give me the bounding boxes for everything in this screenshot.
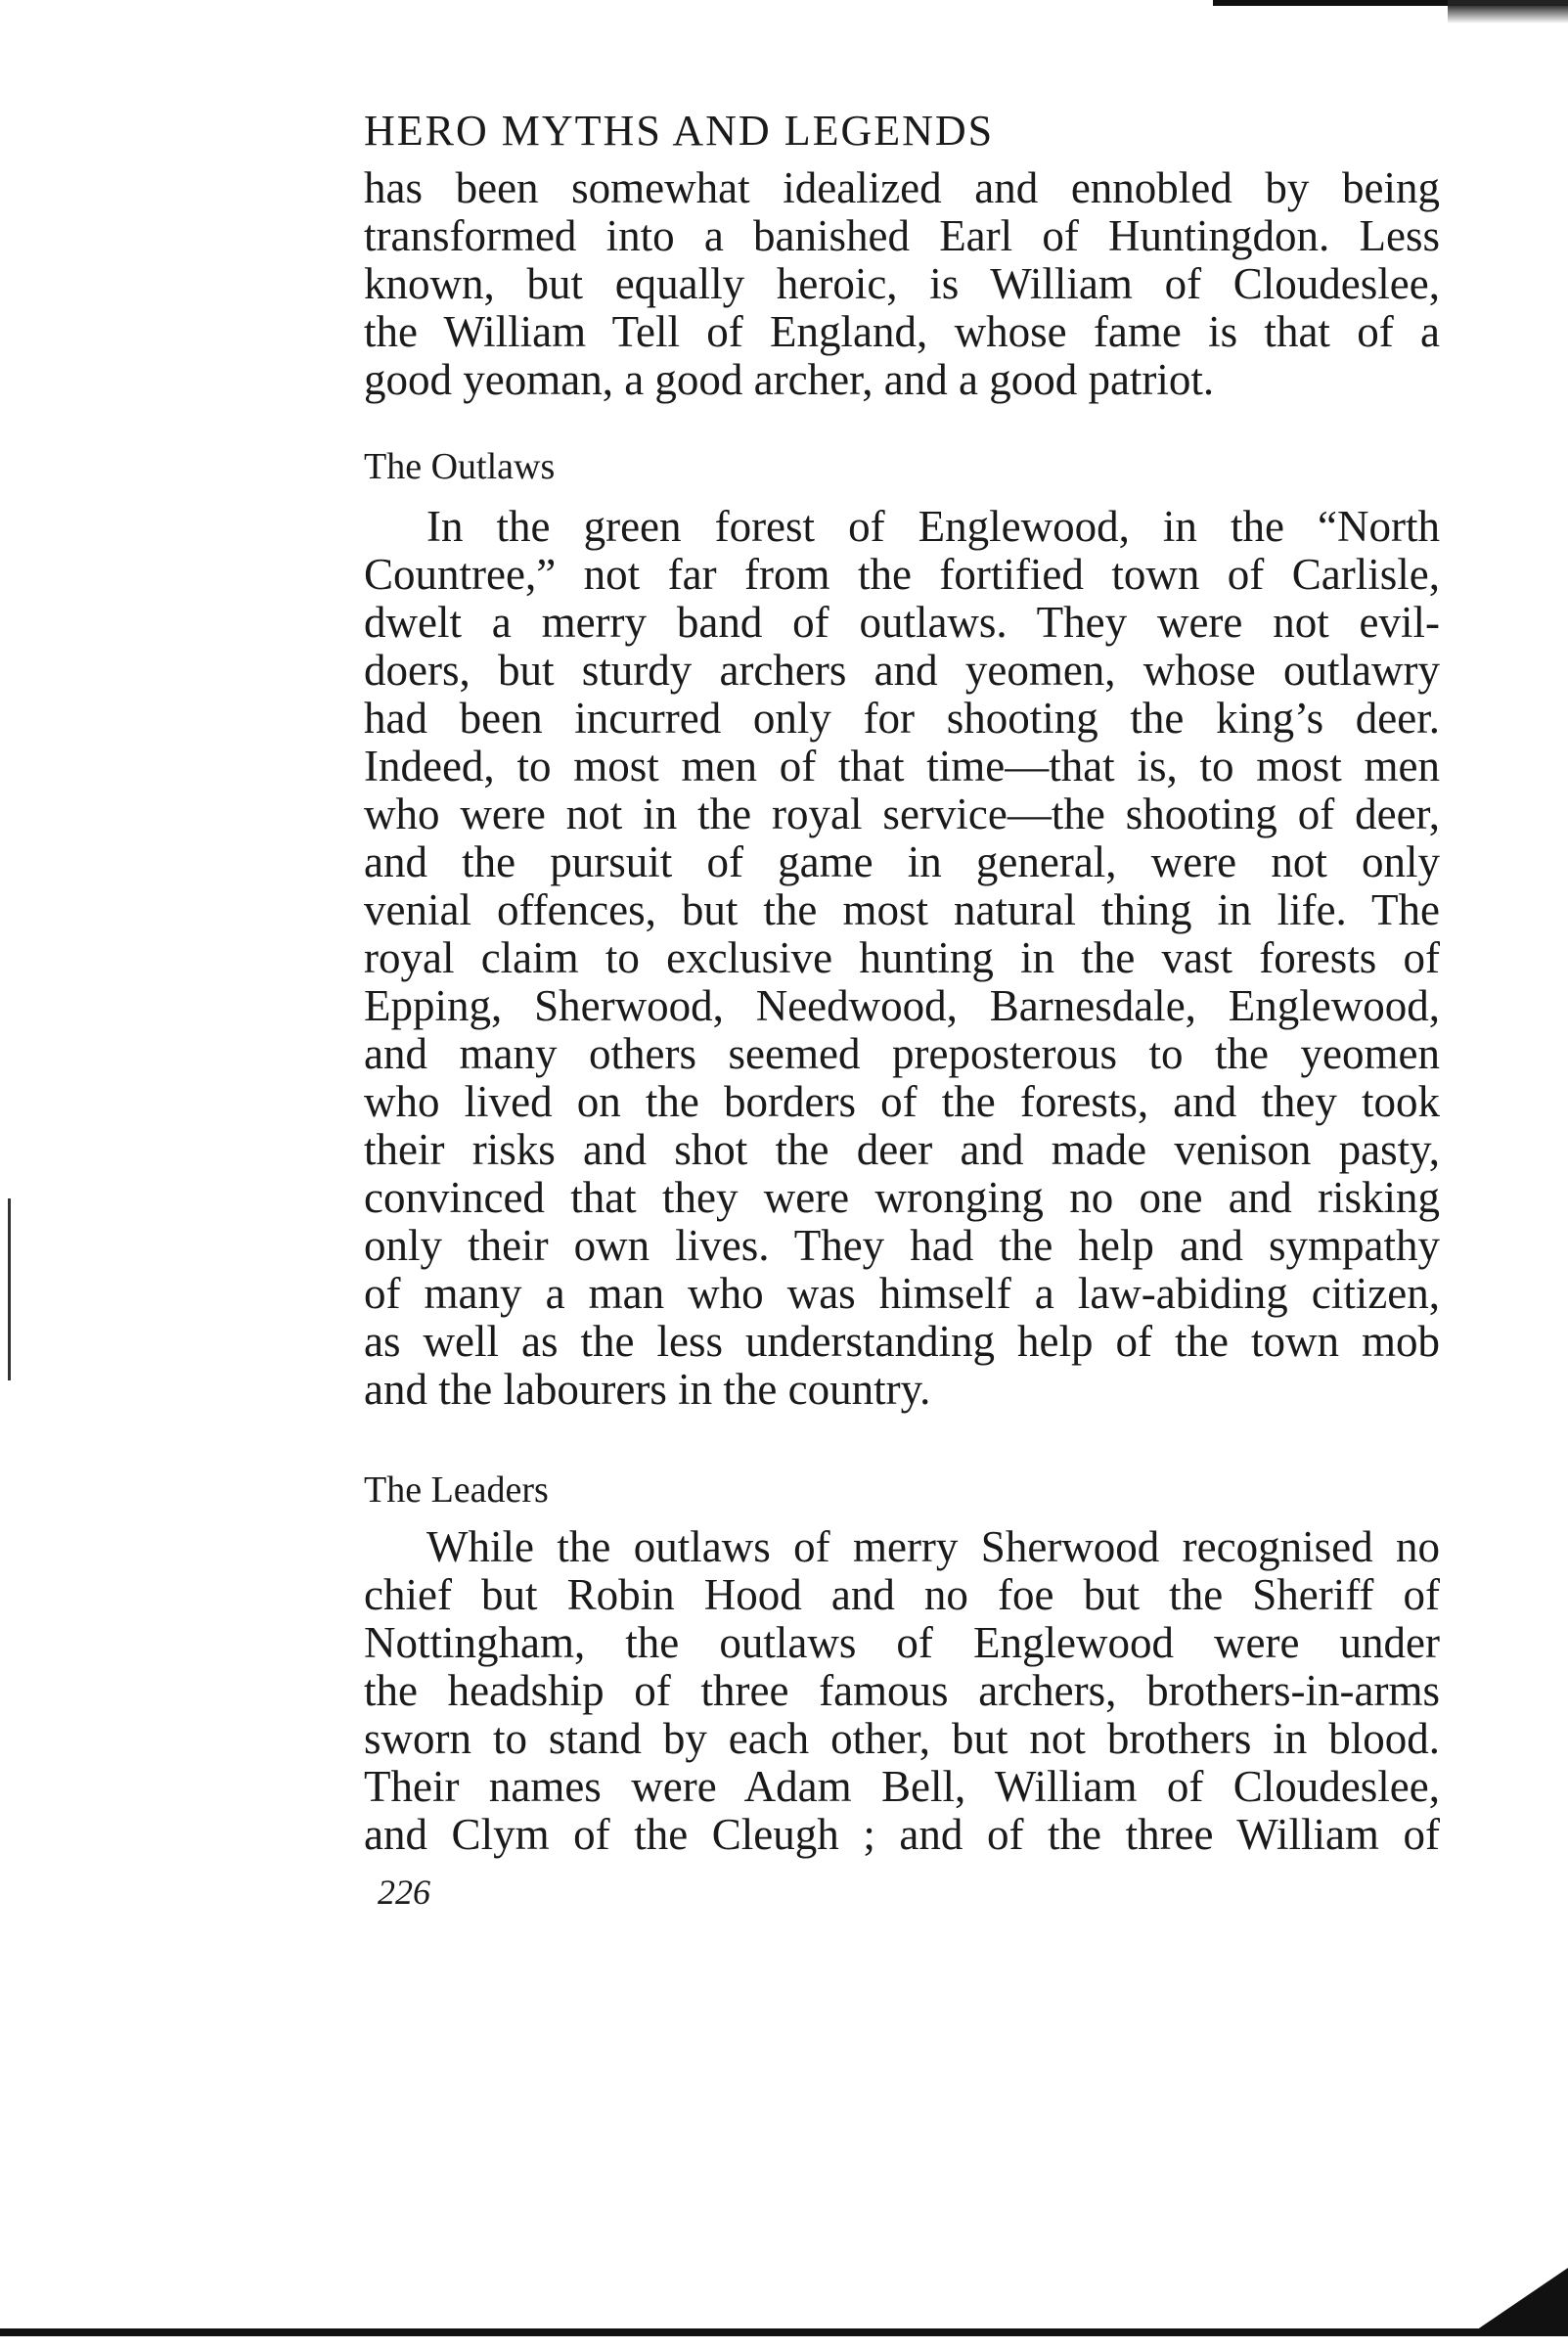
text-line: who lived on the borders of the forests, and they took [364,1077,1440,1126]
text-line: dwelt a merry band of outlaws. They were not evil- [364,598,1440,647]
text-line: royal claim to exclusive hunting in the vast forests of [364,933,1440,982]
text-line: of many a man who was himself a law-abiding citizen, [364,1269,1440,1318]
text-line: who were not in the royal service—the shooting of deer, [364,790,1440,838]
text-line: known, but equally heroic, is William of Cloudeslee, [364,259,1440,308]
text-line: and the pursuit of game in general, were not only [364,837,1440,886]
text-line: and Clym of the Cleugh ; and of the three William of [364,1810,1440,1859]
text-line: chief but Robin Hood and no foe but the Sheriff of [364,1570,1440,1619]
text-line: Indeed, to most men of that time—that is, to most men [364,742,1440,791]
text-line: Countree,” not far from the fortified town of Carlisle, [364,550,1440,599]
text-line: the headship of three famous archers, brothers-in-arms [364,1666,1440,1715]
scan-edge-bottom-corner [1467,2268,1568,2336]
text-line: venial offences, but the most natural thing in life. The [364,885,1440,934]
text-line: In the green forest of Englewood, in the “North [426,502,1440,551]
text-line: only their own lives. They had the help and sympathy [364,1221,1440,1270]
section-heading-leaders: The Leaders [364,1469,549,1511]
text-line: good yeoman, a good archer, and a good patriot. [364,355,1215,404]
paragraph-outlaws [364,503,1440,1414]
text-line: as well as the less understanding help of the town mob [364,1317,1440,1366]
text-line: their risks and shot the deer and made venison pasty, [364,1125,1440,1174]
text-line: doers, but sturdy archers and yeomen, whose outlawry [364,646,1440,695]
text-line: the William Tell of England, whose fame is that of a [364,307,1440,356]
running-head: HERO MYTHS AND LEGENDS [364,107,995,155]
text-line: has been somewhat idealized and ennobled by being [364,163,1440,212]
text-line: Their names were Adam Bell, William of Cloudeslee, [364,1762,1440,1811]
paragraph-leaders [364,1523,1440,1859]
text-line: transformed into a banished Earl of Huntingdon. Less [364,211,1440,260]
text-line: and many others seemed preposterous to the yeomen [364,1029,1440,1078]
text-line: sworn to stand by each other, but not brothers in blood. [364,1714,1440,1763]
scan-edge-top-corner [1448,0,1568,23]
text-line: While the outlaws of merry Sherwood recognised no [426,1522,1440,1571]
text-line: convinced that they were wronging no one and risking [364,1173,1440,1222]
page-number: 226 [378,1873,430,1912]
text-line: Epping, Sherwood, Needwood, Barnesdale, Englewood, [364,981,1440,1030]
opening-paragraph [364,164,1440,404]
scan-edge-bottom [0,2328,1568,2336]
text-line: had been incurred only for shooting the king’s deer. [364,694,1440,743]
text-line: Nottingham, the outlaws of Englewood were under [364,1618,1440,1667]
section-heading-outlaws: The Outlaws [364,446,556,487]
scan-margin-mark [8,1198,11,1380]
text-line: and the labourers in the country. [364,1365,931,1414]
